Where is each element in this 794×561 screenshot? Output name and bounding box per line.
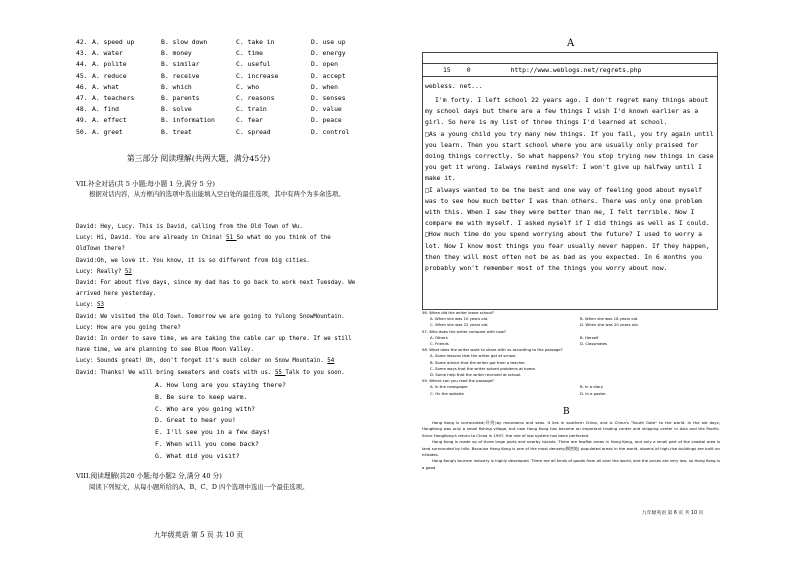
question-option: B. In a diary. bbox=[580, 384, 604, 390]
dialog-text-after: Talk to you soon. bbox=[285, 369, 345, 376]
option-c: C. take in bbox=[236, 38, 275, 46]
question-option: D. Some help that the writer received at school. bbox=[430, 372, 522, 378]
option-number: 45. bbox=[76, 71, 88, 80]
option-d: D. peace bbox=[311, 116, 342, 125]
option-a: A. what bbox=[92, 82, 119, 91]
dialog-text: OldTown there? bbox=[76, 246, 125, 253]
blog-paragraph: □How much time do you spend worrying about the future? I used to worry a lot. Now I know most things you fear usually never happen. If they happen, then they will most often not be as bad as you expected. In 6 months you probably won't remember most of the things you worry about now. bbox=[425, 230, 710, 273]
section7-instructions: 根据对话内容，从方框内的选项中选出能填入空白处的最佳选项，其中有两个为多余选项。 bbox=[89, 190, 345, 198]
question: 58. What does the writer want to share with us according to the passage? bbox=[422, 347, 563, 353]
section8-instructions: 阅读下列短文，从每小题所给的A、B、C、D 四个选项中选出一个最佳选项。 bbox=[89, 483, 309, 491]
option-number: 47. bbox=[76, 93, 88, 102]
dialog-text: Lucy: Hi, David. You are already in China! bbox=[76, 235, 227, 242]
page-footer-left: 九年级英语 第 5 页 共 10 页 bbox=[153, 531, 244, 539]
option-c: C. useful bbox=[236, 60, 271, 69]
option-d: D. use up bbox=[311, 38, 346, 46]
question-option: B. Some advice that the writer got from a teacher. bbox=[430, 359, 526, 365]
dialog-text: Lucy: Sounds great! Oh, don't forget it's much colder on Snow Mountain. bbox=[76, 358, 328, 365]
option-c: C. spread bbox=[236, 127, 271, 136]
part-title: 第三部分 阅读理解(共两大题，满分45分) bbox=[126, 154, 271, 163]
dialog-text: Lucy: Really? bbox=[76, 268, 125, 275]
option-d: D. senses bbox=[311, 93, 346, 102]
option-number: 42. bbox=[76, 38, 88, 46]
dialog-line bbox=[76, 334, 372, 345]
dialog-blank: 51 bbox=[226, 235, 237, 242]
question-option: A. When she was 10 years old. bbox=[430, 316, 489, 322]
question-option: C. On the website bbox=[430, 390, 464, 396]
option-row bbox=[76, 115, 371, 126]
choice-item: B. Be sure to keep warm. bbox=[155, 392, 248, 401]
options-table bbox=[76, 37, 371, 138]
blog-box bbox=[422, 52, 718, 310]
dialog-text: David: We visited the Old Town. Tomorrow we are going to Yulong SnowMountain. bbox=[76, 313, 345, 320]
option-b: B. receive bbox=[161, 71, 200, 80]
dialog-text: David: Hey, Lucy. This is David, calling from the Old Town of Wu. bbox=[76, 224, 303, 230]
option-b: B. treat bbox=[161, 127, 192, 136]
question-option: C. When she was 22 years old. bbox=[430, 322, 489, 328]
section8-heading: VIII.阅读理解(共20 小题;每小题2 分,满分 40 分) bbox=[76, 472, 222, 480]
option-d: D. accept bbox=[311, 71, 346, 80]
passage-b bbox=[422, 420, 720, 471]
dialog-line bbox=[76, 267, 372, 278]
option-number: 43. bbox=[76, 49, 88, 58]
dialog-line bbox=[76, 300, 372, 311]
question-option: D. When she was 20 years old. bbox=[580, 322, 639, 328]
option-b: B. information bbox=[161, 116, 215, 125]
url-number-2: 0 bbox=[466, 66, 471, 74]
question-option: B. Herself bbox=[580, 334, 599, 340]
option-row bbox=[76, 104, 371, 115]
dialog-line bbox=[76, 323, 372, 334]
option-a: A. speed up bbox=[92, 38, 135, 46]
dialog-line bbox=[76, 278, 372, 289]
option-b: B. slow down bbox=[161, 38, 208, 46]
choice-item: F. When will you come back? bbox=[155, 439, 259, 448]
blog-paragraph: I'm forty. I left school 22 years ago. I don't regret many things about my school days but there are a few things I wish I'd known earlier as a girl. So here is my list of three things I'd learned at school. bbox=[425, 96, 709, 127]
dialog-text: have time, we are planning to see Blue Moon Valley. bbox=[76, 347, 254, 354]
option-a: A. polite bbox=[92, 60, 127, 69]
question-option: A. Others bbox=[430, 334, 448, 340]
question: 57. Who does the writer compare with now? bbox=[422, 328, 506, 334]
question-option: C. Some ways that the writer solved problems at home. bbox=[430, 365, 537, 371]
dialog-text-after: So what do you think of the bbox=[236, 235, 331, 242]
dialog-text: Lucy: bbox=[76, 302, 97, 309]
dialog-blank: 53 bbox=[96, 302, 104, 309]
option-c: C. fear bbox=[236, 116, 263, 125]
option-row bbox=[76, 48, 371, 59]
choices-box bbox=[155, 380, 286, 463]
question-option: D. Classmates bbox=[580, 341, 608, 347]
dialog-text: David: Thanks! We will bring sweaters and coats with us. bbox=[76, 369, 275, 376]
option-a: A. water bbox=[92, 49, 123, 58]
option-d: D. control bbox=[311, 127, 350, 136]
dialog-blank: 52 bbox=[124, 268, 132, 275]
site-line: webless. net... bbox=[425, 82, 483, 90]
blog-text bbox=[425, 95, 715, 274]
choice-item: G. What did you visit? bbox=[155, 451, 240, 460]
question: 59. Where can you read the passage? bbox=[422, 378, 494, 384]
option-d: D. value bbox=[311, 105, 342, 114]
option-number: 44. bbox=[76, 60, 88, 69]
section7-heading: VII.补全对话(共 5 小题;每小题 1 分,满分 5 分) bbox=[76, 180, 216, 188]
dialog-text: David: For about five days, since my dad has to go back to work next Tuesday. We bbox=[76, 280, 356, 287]
option-b: B. money bbox=[161, 49, 192, 58]
url-bar bbox=[423, 63, 717, 77]
option-c: C. increase bbox=[236, 71, 279, 80]
option-number: 50. bbox=[76, 127, 88, 136]
option-c: C. time bbox=[236, 49, 263, 58]
passage-b-paragraph: Hong Kong's tourism industry is highly developed. There are all kinds of goods from all over the world, and the prices are very low, so Hong Kong is a good bbox=[422, 458, 720, 470]
choice-item: D. Great to hear you! bbox=[155, 416, 236, 425]
dialog-line bbox=[76, 368, 372, 379]
option-a: A. teachers bbox=[92, 93, 135, 102]
option-b: B. which bbox=[161, 82, 192, 91]
dialog-line bbox=[76, 289, 372, 300]
option-c: C. train bbox=[236, 105, 267, 114]
option-b: B. similar bbox=[161, 60, 200, 69]
passage-b-paragraph: Hong Kong is surrounded(环绕)by mountains and seas. It lies in southern China, and is China's "South Gate" to the world. In the old days, HongKong was only a small fishing village, but now Hong Kong has become an important trading center and shipping center in Asia and the Pacific. Since HongKong's return to China in 1997, the role of law system has been perfected. bbox=[422, 420, 720, 438]
dialog-text: David: In order to save time, we are taking the cable car up there. If we still bbox=[76, 336, 352, 343]
dialog-line bbox=[76, 244, 372, 255]
passage-label-b: B bbox=[563, 407, 570, 417]
dialog-line bbox=[76, 222, 372, 233]
question-options bbox=[422, 391, 722, 397]
choice-item: C. Who are you going with? bbox=[155, 404, 256, 413]
passage-b-paragraph: Hong Kong is made up of three large parts and nearby islands. There are fewflat areas in Hong Kong, and only a small part of the coastal area is land surrounded by hills. Because Hong Kong is one of the most densely(稠密地) populated areas in the world, dozens of high-rise buildings are built on hillsides. bbox=[422, 439, 720, 458]
option-a: A. effect bbox=[92, 116, 127, 125]
option-b: B. parents bbox=[161, 93, 200, 102]
question-option: D. In a poster. bbox=[580, 390, 607, 396]
question-option: A. In the newspaper bbox=[430, 384, 468, 390]
passage-label-a: A bbox=[567, 38, 575, 49]
option-a: A. find bbox=[92, 105, 119, 114]
dialog-text: Lucy: How are you going there? bbox=[76, 324, 181, 331]
url-text: http://www.weblogs.net/regrets.php bbox=[510, 66, 642, 74]
dialog-line bbox=[76, 356, 372, 367]
option-row bbox=[76, 93, 371, 104]
question-option: C. Friends bbox=[430, 341, 449, 347]
option-d: D. energy bbox=[311, 49, 346, 58]
dialog-blank: 55 bbox=[274, 369, 286, 376]
question: 56. When did the writer leave school? bbox=[422, 310, 494, 315]
option-row bbox=[76, 59, 371, 70]
dialog-text: arrived here yesterday. bbox=[76, 291, 157, 298]
questions-list bbox=[422, 310, 722, 397]
option-d: D. open bbox=[311, 60, 338, 69]
blog-paragraph: □I always wanted to be the best and one way of feeling good about myself was to see how much better I was than others. There was only one problem with this. When I saw they were better than me, I felt terrible. Now I compare me with myself. I asked myself if I did things as well as I could. bbox=[425, 185, 710, 228]
option-row bbox=[76, 82, 371, 93]
option-c: C. who bbox=[236, 82, 260, 91]
dialog-line bbox=[76, 345, 372, 356]
choice-item: E. I'll see you in a few days! bbox=[155, 428, 271, 437]
option-number: 49. bbox=[76, 116, 88, 125]
option-a: A. reduce bbox=[92, 71, 127, 80]
dialog-line bbox=[76, 312, 372, 323]
dialog-blank: 54 bbox=[327, 358, 335, 365]
choice-item: A. How long are you staying there? bbox=[155, 381, 286, 389]
blog-paragraph: □As a young child you try many new things. If you fail, you try again until you learn. Then you start school where you are usually only praised for doing things correctly. So what happens? You stop trying new things in case you get it wrong. Ialways remind myself: I won't give up halfway until I make it. bbox=[425, 129, 714, 183]
option-b: B. solve bbox=[161, 105, 192, 114]
option-c: C. reasons bbox=[236, 93, 275, 102]
question-option: B. When she was 18 years old. bbox=[580, 316, 639, 322]
page-footer-right: 九年级英语 第 6 页 共 10 页 bbox=[642, 511, 704, 516]
option-a: A. greet bbox=[92, 127, 123, 136]
option-row bbox=[76, 127, 371, 138]
question-option: A. Some lessons that the writer got at school. bbox=[430, 353, 517, 359]
option-number: 46. bbox=[76, 82, 88, 91]
option-d: D. when bbox=[311, 82, 338, 91]
dialog-text: David:Oh, we love it. You know, it is so different from big cities. bbox=[76, 257, 310, 264]
dialog-line bbox=[76, 256, 372, 267]
option-row bbox=[76, 37, 371, 48]
dialog-line bbox=[76, 233, 372, 244]
url-number-1: 15 bbox=[443, 66, 451, 74]
right-page bbox=[397, 0, 794, 561]
dialog bbox=[76, 222, 372, 379]
option-number: 48. bbox=[76, 105, 88, 114]
option-row bbox=[76, 71, 371, 82]
